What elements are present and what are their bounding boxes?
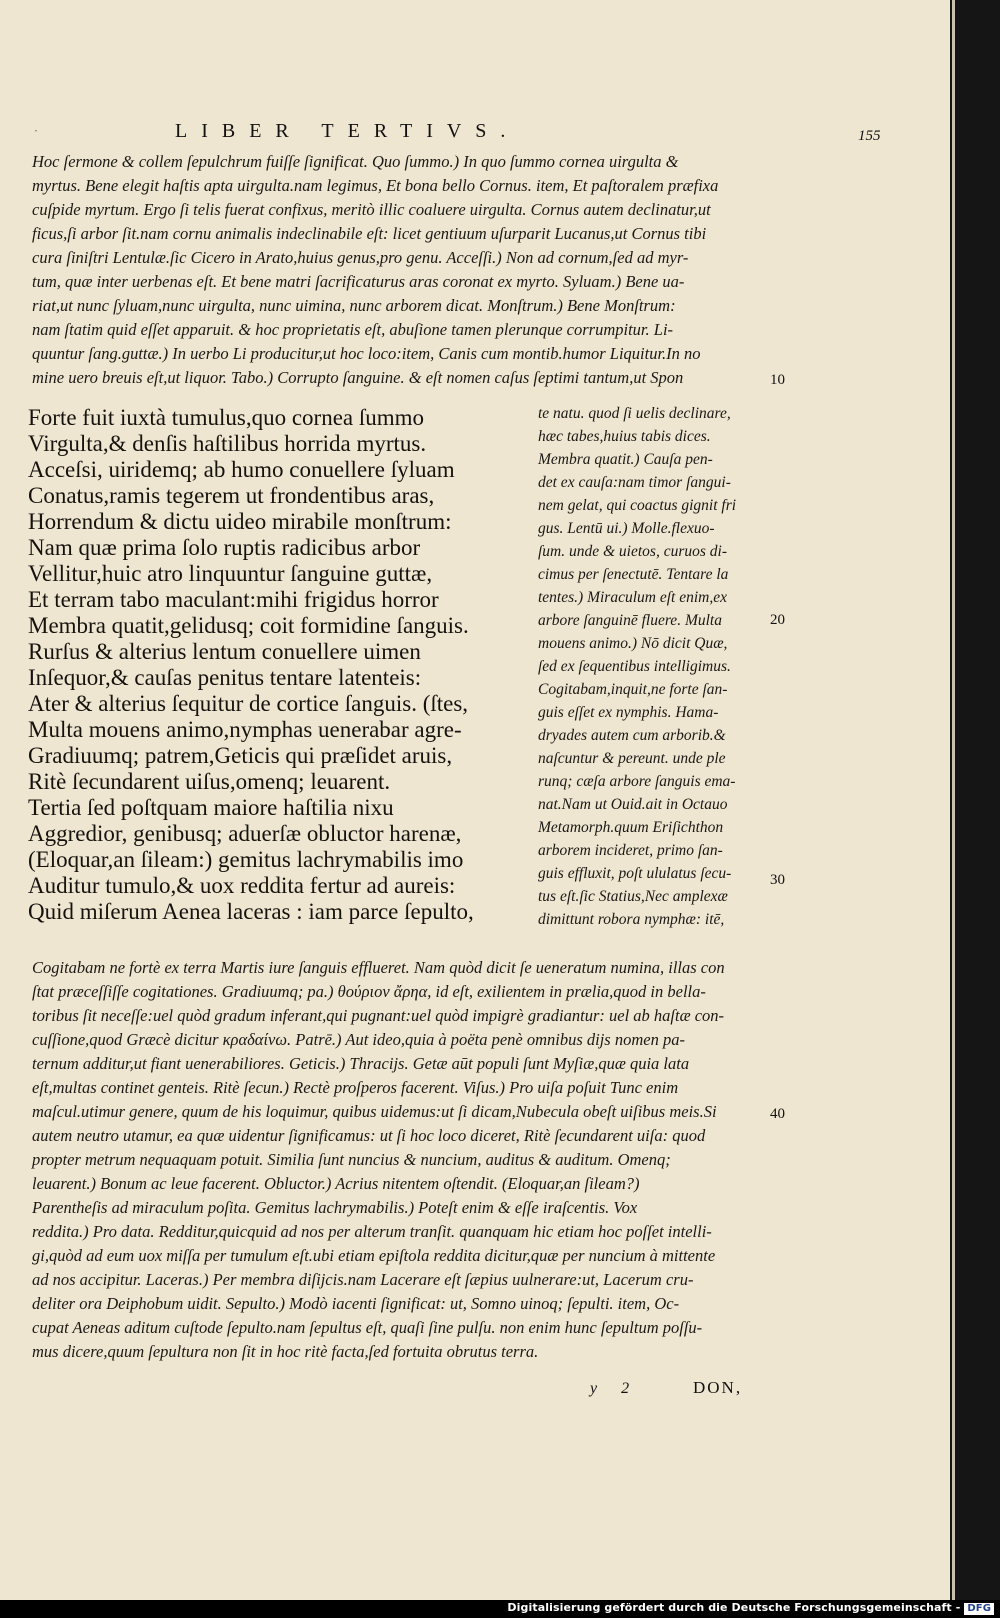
commentary-line: eſt,multas continet genteis. Ritè ſecun.) Rectè proſperos facerent. Viſus.) Pro uiſa poſuit Tunc enim (32, 1078, 679, 1097)
commentary-line: ficus,ſi arbor ſit.nam cornu animalis indeclinabile eſt: licet gentiuum uſurparit Lucanus,ut Cornus tibi (32, 224, 707, 243)
commentary-line: runq; cæſa arbore ſanguis ema- (538, 773, 736, 790)
verse-line: Auditur tumulo,& uox reddita fertur ad aureis: (28, 873, 456, 898)
commentary-line: tum, quæ inter uerbenas eſt. Et bene matri ſacrificaturus aras coronat ex myrto. Syluam.) Bene ua- (32, 272, 685, 291)
commentary-line: cupat Aeneas aditum cuſtode ſepulto.nam ſepultus eſt, quaſi ſine pulſu. non enim hunc ſepultum poſſu- (32, 1318, 703, 1337)
commentary-line: cuſpide myrtum. Ergo ſi telis fuerat confixus, meritò illic coaluere uirgulta. Cornus autem declinatur,ut (32, 200, 711, 219)
verse-line: Conatus,ramis tegerem ut frondentibus aras, (28, 483, 435, 508)
commentary-line: ſum. unde & uietos, curuos di- (538, 543, 727, 560)
folio-number: 155 (858, 128, 881, 144)
page-edge-line (952, 0, 955, 1600)
commentary-line: Cogitabam,inquit,ne forte ſan- (538, 681, 728, 698)
verse-line: Multa mouens animo,nymphas uenerabar agre- (28, 717, 462, 742)
verse-line: Virgulta,& denſis haſtilibus horrida myrtus. (28, 431, 427, 456)
commentary-line: maſcul.utimur genere, quum de his loquimur, quibus uidemus:ut ſi dicam,Nubecula obeſt uiſibus meis.Si (32, 1102, 717, 1121)
commentary-line: nat.Nam ut Ouid.ait in Octauo (538, 796, 728, 813)
verse-line: Nam quæ prima ſolo ruptis radicibus arbor (28, 535, 421, 560)
verse-line: Gradiuumq; patrem,Geticis qui præſidet aruis, (28, 743, 453, 768)
commentary-line: ſed ex ſequentibus intelligimus. (538, 658, 731, 675)
commentary-line: Metamorph.quum Eriſichthon (538, 819, 724, 836)
commentary-line: arborem incideret, primo ſan- (538, 842, 723, 859)
verse-line: Acceſsi, uiridemq; ab humo conuellere ſyluam (28, 457, 455, 482)
commentary-line: leuarent.) Bonum ac leue facerent. Obluctor.) Acrius nitentem oſtendit. (Eloquar,an ſileam?) (32, 1174, 640, 1193)
line-number: 10 (770, 372, 785, 388)
commentary-line: mus dicere,quum ſepultura non ſit in hoc ritè facta,ſed fortuita obrutus terra. (32, 1342, 539, 1361)
line-number: 20 (770, 612, 785, 628)
commentary-line: gi,quòd ad eum uox miſſa per tumulum eſt.ubi etiam epiſtola reddita dicitur,quæ per nuncium à mittente (32, 1246, 716, 1265)
commentary-line: Cogitabam ne fortè ex terra Martis iure ſanguis efflueret. Nam quòd dicit ſe ueneratum numina, illas con (32, 958, 725, 977)
dfg-logo: DFG (964, 1603, 994, 1615)
commentary-line: dimittunt robora nymphæ: itē, (538, 911, 725, 928)
commentary-line: reddita.) Pro data. Redditur,quicquid ad nos per alterum tranſit. quanquam hic etiam hoc poſſet intelli- (32, 1222, 712, 1241)
commentary-line: Membra quatit.) Cauſa pen- (538, 451, 713, 468)
commentary-line: arbore ſanguinē fluere. Multa (538, 612, 722, 629)
signature-mark: y 2 (590, 1380, 640, 1397)
verse-line: Forte fuit iuxtà tumulus,quo cornea ſummo (28, 405, 425, 430)
scan-edge (950, 0, 1000, 1600)
catchword: DON, (693, 1378, 743, 1397)
verse-line: Vellitur,huic atro linquuntur ſanguine guttæ, (28, 561, 433, 586)
verse-line: Quid miſerum Aenea laceras : iam parce ſepulto, (28, 899, 474, 924)
commentary-line: ſtat præceſſiſſe cogitationes. Gradiuumq; pa.) θούριον ἄρηα, id eſt, exilientem in prælia,quod in bella- (32, 982, 706, 1001)
line-number: 40 (770, 1106, 785, 1122)
commentary-line: ad nos accipitur. Laceras.) Per membra diſijcis.nam Lacerare eſt ſæpius uulnerare:ut, Lacerum cru- (32, 1270, 694, 1289)
commentary-line: ternum additur,ut fiant uenerabiliores. Geticis.) Thracijs. Getæ aūt populi ſunt Myſiæ,quæ quia lata (32, 1054, 690, 1073)
verse-line: Inſequor,& cauſas penitus tentare latenteis: (28, 665, 422, 690)
commentary-line: det ex cauſa:nam timor ſangui- (538, 474, 731, 491)
verse-line: Ater & alterius ſequitur de cortice ſanguis. (ſtes, (28, 691, 469, 716)
verse-line: Aggredior, genibusq; aduerſæ obluctor harenæ, (28, 821, 462, 846)
commentary-line: naſcuntur & pereunt. unde ple (538, 750, 726, 767)
commentary-line: propter metrum nequaquam potuit. Similia ſunt nuncius & nuncium, auditus & auditum. Omenq; (32, 1150, 671, 1169)
verse-line: Horrendum & dictu uideo mirabile monſtrum: (28, 509, 452, 534)
commentary-line: mouens animo.) Nō dicit Quæ, (538, 635, 728, 652)
line-number: 30 (770, 872, 785, 888)
commentary-line: tus eſt.ſic Statius,Nec amplexæ (538, 888, 728, 905)
commentary-line: myrtus. Bene elegit haſtis apta uirgulta.nam legimus, Et bona bello Cornus. item, Et paſtoralem præfixa (32, 176, 719, 195)
verse-line: Membra quatit,gelidusq; coit formidine ſanguis. (28, 613, 469, 638)
commentary-line: riat,ut nunc ſyluam,nunc uirgulta, nunc uimina, nunc arborem dicat. Monſtrum.) Bene Monſtrum: (32, 296, 676, 315)
commentary-line: quuntur ſang.guttæ.) In uerbo Li producitur,ut hoc loco:item, Canis cum montib.humor Liquitur.In no (32, 344, 701, 363)
commentary-line: mine uero breuis eſt,ut liquor. Tabo.) Corrupto ſanguine. & eſt nomen caſus ſeptimi tantum,ut Spon (32, 368, 684, 387)
verse-line: Ritè ſecundarent uiſus,omenq; leuarent. (28, 769, 391, 794)
commentary-line: cimus per ſenectutē. Tentare la (538, 566, 729, 583)
commentary-line: gus. Lentū ui.) Molle.flexuo- (538, 520, 715, 537)
commentary-line: hæc tabes,huius tabis dices. (538, 428, 711, 445)
commentary-line: deliter ora Deiphobum uidit. Sepulto.) Modò iacenti ſignificat: ut, Somno uinoq; ſepulti. item, Oc- (32, 1294, 680, 1313)
verse-line: Et terram tabo maculant:mihi frigidus horror (28, 587, 439, 612)
verse-line: (Eloquar,an ſileam:) gemitus lachrymabilis imo (28, 847, 464, 872)
verse-line: Tertia ſed poſtquam maiore haſtilia nixu (28, 795, 394, 820)
commentary-line: cuſſione,quod Græcè dicitur κραδαίνω. Patrē.) Aut ideo,quia à poëta penè omnibus dijs nomen pa- (32, 1030, 685, 1049)
commentary-line: autem neutro utamur, ea quæ uidentur ſignificamus: ut ſi hoc loco diceret, Ritè ſecundarent uiſa: quod (32, 1126, 706, 1145)
verse-line: Rurſus & alterius lentum conuellere uimen (28, 639, 421, 664)
page-corner-mark: · (34, 124, 38, 138)
running-title: LIBER TERTIVS. (175, 120, 520, 142)
commentary-line: Parentheſis ad miraculum poſita. Gemitus lachrymabilis.) Poteſt enim & eſſe iraſcentis. Vox (32, 1198, 638, 1217)
commentary-line: cura ſiniſtri Lentulæ.ſic Cicero in Arato,huius genus,pro genu. Acceſſi.) Non ad cornum,ſed ad myr- (32, 248, 689, 267)
commentary-line: guis effluxit, poſt ululatus ſecu- (538, 865, 732, 882)
commentary-line: nem gelat, qui coactus gignit fri (538, 497, 737, 514)
commentary-line: nam ſtatim quid eſſet apparuit. & hoc proprietatis eſt, abuſione tamen plerunque corrumpitur. Li- (32, 320, 674, 339)
commentary-line: guis eſſet ex nymphis. Hama- (538, 704, 719, 721)
footer-credit (507, 1601, 994, 1615)
commentary-line: toribus ſit neceſſe:uel quòd gradum inferant,qui pugnant:uel quòd impigrè gradiantur: uel ab haſtæ con- (32, 1006, 725, 1025)
commentary-line: Hoc ſermone & collem ſepulchrum fuiſſe ſignificat. Quo ſummo.) In quo ſummo cornea uirgulta & (32, 152, 679, 171)
commentary-line: tentes.) Miraculum eſt enim,ex (538, 589, 727, 606)
commentary-line: dryades autem cum arborib.& (538, 727, 726, 744)
commentary-line: te natu. quod ſi uelis declinare, (538, 405, 731, 422)
footer-credit-text: Digitalisierung gefördert durch die Deutsche Forschungsgemeinschaft - (507, 1601, 961, 1614)
